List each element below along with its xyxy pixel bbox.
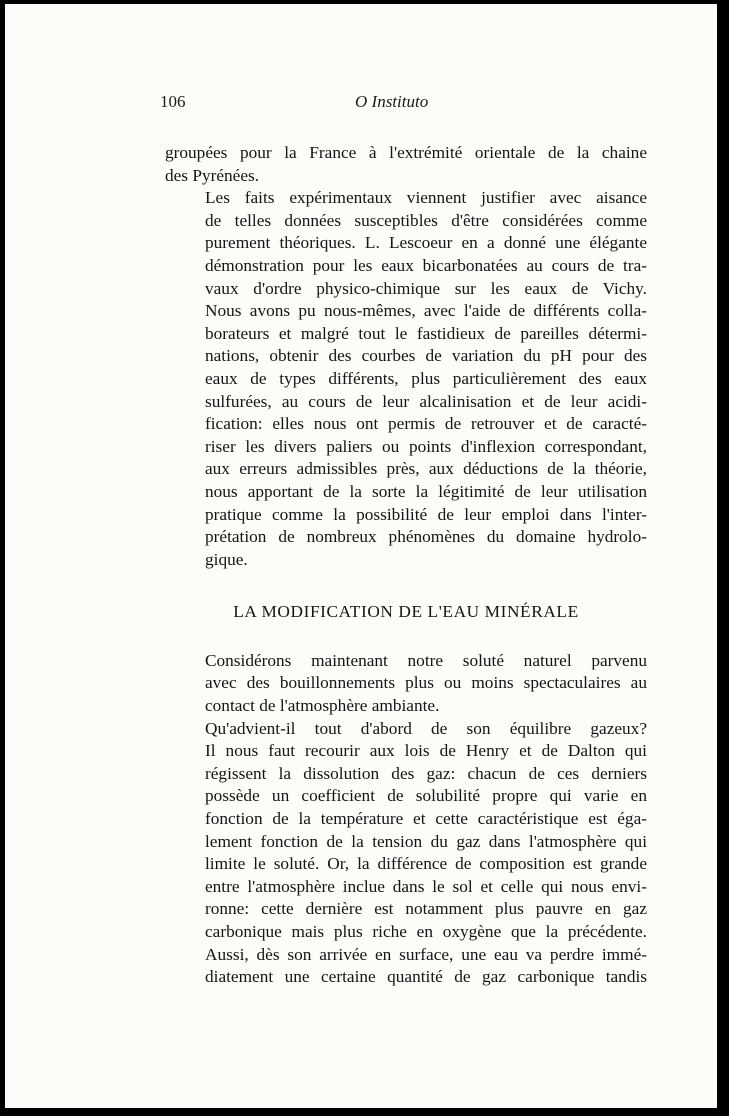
text-line: diatement une certaine quantité de gaz carbonique tandis bbox=[205, 967, 647, 987]
text-line: avec des bouillonnements plus ou moins spectaculaires au bbox=[205, 673, 647, 693]
text-line: pratique comme la possibilité de leur emploi dans l'inter- bbox=[205, 504, 647, 524]
running-head: O Instituto bbox=[355, 92, 429, 111]
text-line: fonction de la température et cette caractéristique est éga- bbox=[205, 809, 647, 829]
text-line: de telles données susceptibles d'être considérées comme bbox=[205, 210, 647, 230]
text-line: contact de l'atmosphère ambiante. bbox=[205, 696, 440, 716]
text-line: lement fonction de la tension du gaz dans l'atmosphère qui bbox=[205, 831, 647, 851]
text-line: eaux de types différents, plus particulièrement des eaux bbox=[205, 368, 647, 388]
text-line: gique. bbox=[205, 549, 248, 569]
text-line: groupées pour la France à l'extrémité orientale de la chaine bbox=[165, 143, 647, 162]
text-line: limite le soluté. Or, la différence de composition est grande bbox=[205, 854, 647, 874]
page-number: 106 bbox=[160, 92, 186, 111]
text-line: vaux d'ordre physico-chimique sur les eaux de Vichy. bbox=[205, 278, 647, 298]
paragraph bbox=[165, 718, 647, 989]
paragraph bbox=[165, 142, 647, 187]
page-sheet bbox=[5, 4, 717, 1108]
text-line: Les faits expérimentaux viennent justifier avec aisance bbox=[205, 188, 647, 208]
text-line: régissent la dissolution des gaz: chacun de ces derniers bbox=[205, 763, 647, 783]
text-line: carbonique mais plus riche en oxygène que la précédente. bbox=[205, 922, 647, 941]
text-line: possède un coefficient de solubilité propre qui varie en bbox=[205, 786, 647, 806]
text-block-1 bbox=[165, 142, 647, 571]
text-line: des Pyrénées. bbox=[165, 165, 260, 185]
section-title: LA MODIFICATION DE L'EAU MINÉRALE bbox=[233, 602, 579, 622]
text-line: Considérons maintenant notre soluté naturel parvenu bbox=[205, 650, 647, 670]
text-line: fication: elles nous ont permis de retrouver et de caracté- bbox=[205, 414, 647, 434]
text-line: sulfurées, au cours de leur alcalinisation et de leur acidi- bbox=[205, 391, 647, 411]
text-line: démonstration pour les eaux bicarbonatées au cours de tra- bbox=[205, 255, 647, 275]
paragraph bbox=[165, 650, 647, 718]
text-line: entre l'atmosphère inclue dans le sol et celle qui nous envi- bbox=[205, 876, 647, 896]
text-line: Nous avons pu nous-mêmes, avec l'aide de différents colla- bbox=[205, 301, 647, 321]
page-header bbox=[160, 92, 630, 118]
text-line: riser les divers paliers ou points d'inflexion correspondant, bbox=[205, 436, 647, 456]
body-text bbox=[165, 142, 647, 989]
text-line: nations, obtenir des courbes de variation du pH pour des bbox=[205, 346, 647, 366]
text-line: Aussi, dès son arrivée en surface, une eau va perdre immé- bbox=[205, 944, 647, 964]
paragraph bbox=[165, 187, 647, 571]
text-line: Il nous faut recourir aux lois de Henry et de Dalton qui bbox=[205, 741, 647, 761]
text-line: aux erreurs admissibles près, aux déductions de la théorie, bbox=[205, 459, 647, 479]
text-line: nous apportant de la sorte la légitimité de leur utilisation bbox=[205, 481, 647, 501]
text-line: prétation de nombreux phénomènes du domaine hydrolo- bbox=[205, 527, 647, 547]
text-line: borateurs et malgré tout le fastidieux de pareilles détermi- bbox=[205, 323, 647, 343]
text-line: ronne: cette dernière est notamment plus pauvre en gaz bbox=[205, 899, 647, 919]
text-block-2 bbox=[165, 650, 647, 989]
text-line: Qu'advient-il tout d'abord de son équilibre gazeux? bbox=[205, 718, 647, 738]
text-line: purement théoriques. L. Lescoeur en a donné une élégante bbox=[205, 233, 647, 253]
